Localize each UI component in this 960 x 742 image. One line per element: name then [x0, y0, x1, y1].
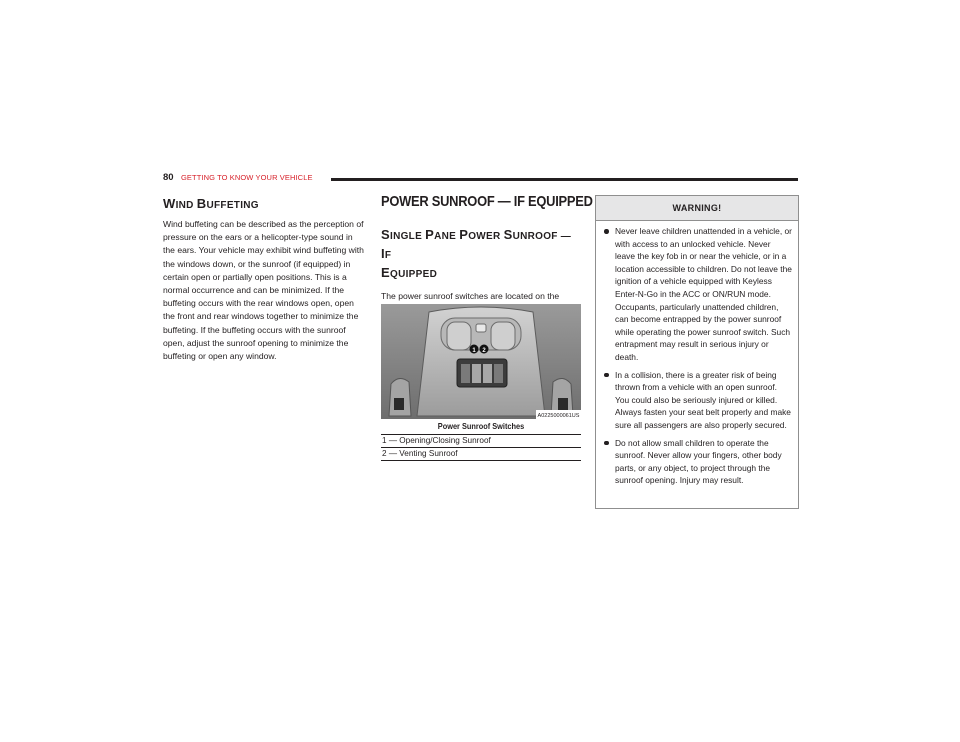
warning-box: [595, 195, 799, 509]
section-title: GETTING TO KNOW YOUR VEHICLE: [181, 173, 313, 182]
bullet-icon: [604, 441, 609, 446]
overhead-console-image: [381, 304, 581, 419]
callout-2: 2: [482, 347, 486, 354]
header-rule: [331, 178, 798, 181]
figure-caption: Power Sunroof Switches: [437, 422, 525, 431]
wind-buffeting-body: Wind buffeting can be described as the perception of pressure on the ears or a helicopter-type sound in the ears. Your vehicle may exhibit wind buffeting with the windows down, or the sunroof (if equipped) in certain open or partially open positions. This is a normal occurrence and can be minimized. If the buffeting occurs with the rear windows open, open the front and rear windows together to minimize the buffeting. If the buffeting occurs with the sunroof open, adjust the sunroof opening to minimize the buffeting or open any window.: [163, 219, 364, 362]
warning-list: [596, 221, 798, 487]
sunroof-body: The power sunroof switches are located on the: [381, 291, 560, 301]
warning-title: WARNING!: [596, 196, 798, 221]
callout-1: 1: [472, 347, 476, 354]
legend-item: 1 — Opening/Closing Sunroof: [381, 434, 581, 448]
bullet-icon: [604, 229, 609, 234]
power-sunroof-heading: POWER SUNROOF — IF EQUIPPED: [381, 193, 593, 210]
warning-item: Do not allow small children to operate the sunroof. Never allow your fingers, other body parts, or any object, to project through the sunroof opening. Injury may result.: [604, 437, 792, 487]
legend-item: 2 — Venting Sunroof: [381, 448, 581, 461]
figure-code: A0225000061US: [537, 413, 580, 419]
page-number: 80: [163, 172, 174, 183]
warning-item: Never leave children unattended in a vehicle, or with access to an unlocked vehicle. Never leave the key fob in or near the vehicle, or in a location accessible to children. Do not leave the ignition of a vehicle equipped with Keyless Enter-N-Go in the ACC or ON/RUN mode. Occupants, particularly unattended children, can become entrapped by the power sunroof while operating the power sunroof switch. Such entrapment may result in serious injury or death.: [604, 225, 792, 364]
wind-buffeting-heading: WIND BUFFETING: [163, 196, 259, 211]
page-header: [163, 172, 798, 186]
bullet-icon: [604, 373, 609, 378]
wind-buffeting-section: [163, 196, 365, 363]
figure-legend: [381, 434, 581, 461]
power-sunroof-section: [381, 193, 593, 458]
single-pane-heading: SINGLE PANE POWER SUNROOF — IF EQUIPPED: [381, 227, 572, 280]
warning-item: In a collision, there is a greater risk of being thrown from a vehicle with an open sunroof. You could also be seriously injured or killed. Always fasten your seat belt properly and make sure all passengers are also properly secured.: [604, 369, 792, 432]
